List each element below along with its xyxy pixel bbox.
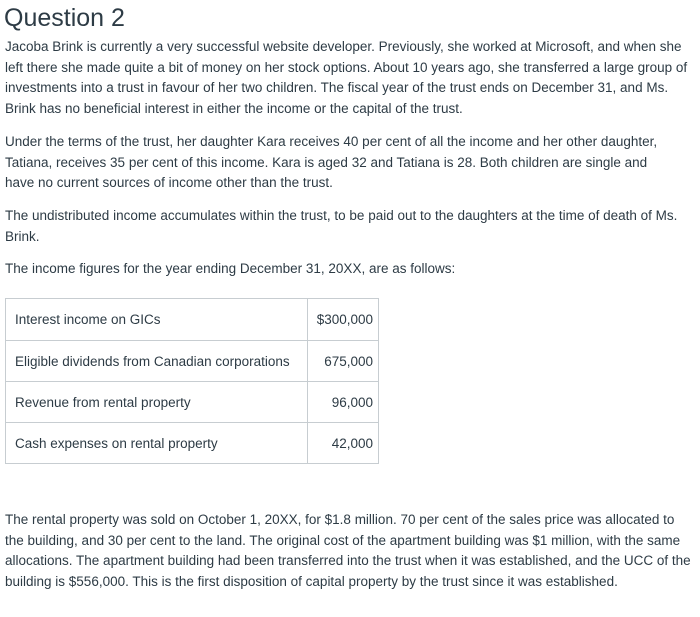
paragraph-income-intro: The income figures for the year ending December 31, 20XX, are as follows: [5, 261, 456, 276]
income-label: Cash expenses on rental property [6, 423, 308, 464]
paragraph-background: Jacoba Brink is currently a very successful website developer. Previously, she worked at Microsoft, and when she left there she made quite a bit of money on her stock options. About 10 years ago, she transferred a large group of investments into a trust in favour of her two children. The fiscal year of the trust ends on December 31, and Ms. Brink has no beneficial interest in either the income or the capital of the trust. [5, 39, 688, 116]
paragraph-undistributed-income: The undistributed income accumulates within the trust, to be paid out to the daughters at the time of death of Ms. Brink. [5, 208, 678, 244]
income-label: Eligible dividends from Canadian corporations [6, 341, 308, 382]
table-row [6, 423, 379, 464]
table-row [6, 299, 379, 341]
income-amount: $300,000 [308, 299, 379, 341]
income-table [5, 298, 379, 464]
paragraph-rental-sale: The rental property was sold on October 1, 20XX, for $1.8 million. 70 per cent of the sales price was allocated to the building, and 30 per cent to the land. The original cost of the apartment building was $1 million, with the same allocations. The apartment building had been transferred into the trust when it was established, and the UCC of the building is $556,000. This is the first disposition of capital property by the trust since it was established. [5, 512, 691, 589]
table-row [6, 382, 379, 423]
income-label: Interest income on GICs [6, 299, 308, 341]
paragraph-trust-terms: Under the terms of the trust, her daughter Kara receives 40 per cent of all the income and her other daughter, Tatiana, receives 35 per cent of this income. Kara is aged 32 and Tatiana is 28. Both children are single and have no current sources of income other than the trust. [5, 134, 658, 190]
income-label: Revenue from rental property [6, 382, 308, 423]
income-amount: 42,000 [308, 423, 379, 464]
question-title: Question 2 [4, 4, 125, 32]
income-amount: 96,000 [308, 382, 379, 423]
table-row [6, 341, 379, 382]
income-amount: 675,000 [308, 341, 379, 382]
